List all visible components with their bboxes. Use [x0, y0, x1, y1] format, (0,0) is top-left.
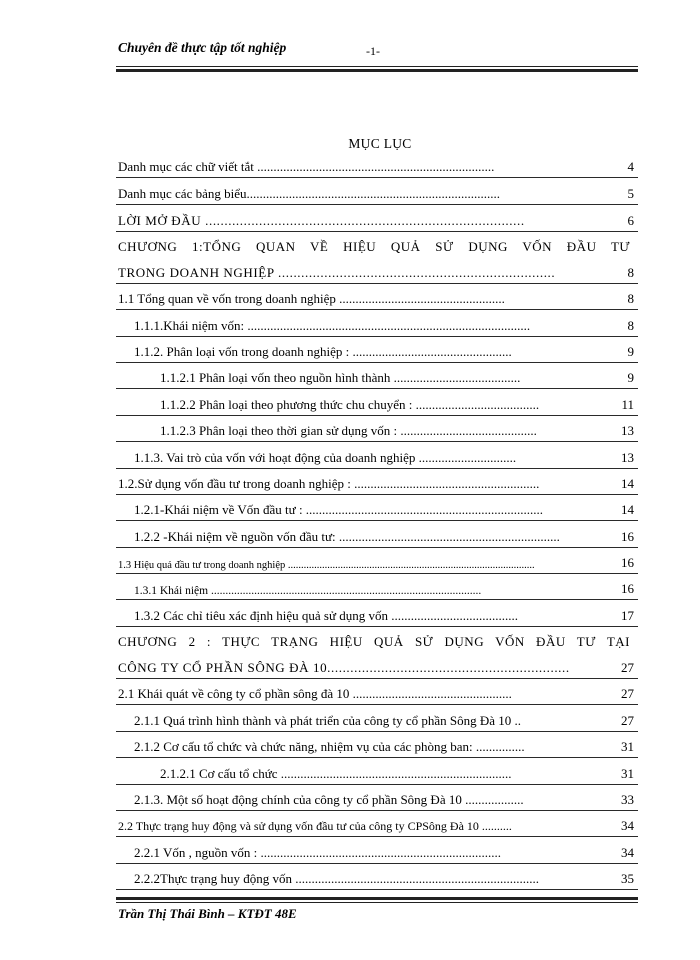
- toc-entry[interactable]: [116, 262, 638, 284]
- toc-entry[interactable]: [116, 420, 638, 442]
- toc-entry-text: 2.2.2Thực trạng huy động vốn ...........................................................................: [134, 871, 539, 886]
- toc-entry-text: CHƯƠNG 1:TỔNG QUAN VỀ HIỆU QUẢ SỬ DỤNG VỐN ĐẦU TƯ: [118, 239, 630, 254]
- toc-entry-page: 16: [621, 581, 634, 596]
- toc-entry-page: 35: [621, 871, 634, 886]
- toc-entry-text: 2.2.1 Vốn , nguồn vốn : ..........................................................................: [134, 845, 502, 860]
- toc-entry-text: 2.1 Khái quát về công ty cổ phần sông đà 10 .................................................: [118, 686, 512, 701]
- toc-entry[interactable]: [116, 868, 638, 890]
- toc-entry-text: 1.1.2. Phân loại vốn trong doanh nghiệp : .................................................: [134, 344, 512, 359]
- toc-entry[interactable]: [116, 657, 638, 679]
- toc-entry-page: 14: [621, 476, 634, 491]
- toc-entry-text: CÔNG TY CỔ PHẦN SÔNG ĐÀ 10...............................................................: [118, 660, 570, 675]
- footer-rule-thick: [116, 897, 638, 900]
- header-rule-thick: [116, 69, 638, 72]
- toc-entry-text: 1.1.1.Khái niệm vốn: .......................................................................................: [134, 318, 531, 333]
- toc-entry[interactable]: [116, 156, 638, 178]
- header-title: Chuyên đề thực tập tốt nghiệp: [118, 40, 287, 55]
- toc-entry-text: 1.1.3. Vai trò của vốn với hoạt động của doanh nghiệp ..............................: [134, 450, 517, 465]
- toc-entry-text: 2.1.1 Quá trình hình thành và phát triển của công ty cổ phần Sông Đà 10 ..: [134, 713, 522, 728]
- toc-entry[interactable]: [116, 605, 638, 627]
- toc-entry-text: 2.1.2.1 Cơ cấu tổ chức .......................................................................: [160, 766, 512, 781]
- toc-entry-text: CHƯƠNG 2 : THỰC TRẠNG HIỆU QUẢ SỬ DỤNG VỐN ĐẦU TƯ TẠI: [118, 634, 630, 649]
- header-page-number: -1-: [366, 44, 380, 58]
- toc-entry-text: 2.1.3. Một số hoạt động chính của công ty cổ phần Sông Đà 10 ..................: [134, 792, 524, 807]
- toc-entry[interactable]: [116, 631, 638, 652]
- footer-author: Trần Thị Thái Bình – KTĐT 48E: [118, 906, 297, 921]
- toc-entry-page: 5: [627, 186, 634, 201]
- toc-entry-page: 34: [621, 845, 634, 860]
- toc-entry-page: 11: [621, 397, 634, 412]
- toc-entry[interactable]: [116, 552, 638, 574]
- toc-entry-text: 1.2.1-Khái niệm về Vốn đầu tư : .........................................................................: [134, 502, 544, 517]
- footer-rule-thin: [116, 902, 638, 903]
- toc-entry-text: 1.3.2 Các chỉ tiêu xác định hiệu quả sử dụng vốn .......................................: [134, 608, 518, 623]
- toc-entry-text: 1.1.2.3 Phân loại theo thời gian sử dụng vốn : ..........................................: [160, 423, 537, 438]
- toc-title: MỤC LỤC: [348, 136, 412, 151]
- toc-entry[interactable]: [116, 526, 638, 548]
- toc-entry-text: 1.3 Hiệu quả đầu tư trong doanh nghiệp ..............................................................................................: [118, 560, 535, 571]
- toc-entry-page: 9: [627, 344, 634, 359]
- toc-entry-text: 1.1 Tổng quan về vốn trong doanh nghiệp ...................................................: [118, 291, 505, 306]
- toc-entry[interactable]: [116, 473, 638, 495]
- toc-entry[interactable]: [116, 710, 638, 732]
- toc-entry-page: 6: [627, 213, 634, 228]
- toc-entry[interactable]: [116, 210, 638, 232]
- toc-entry[interactable]: [116, 341, 638, 363]
- toc-entry-text: Danh mục các bảng biểu..............................................................................: [118, 186, 501, 201]
- toc-entry-page: 33: [621, 792, 634, 807]
- toc-entry-page: 9: [627, 370, 634, 385]
- toc-entry[interactable]: [116, 578, 638, 600]
- toc-entry[interactable]: [116, 736, 638, 758]
- toc-entry-page: 4: [627, 159, 634, 174]
- toc-entry[interactable]: [116, 763, 638, 785]
- toc-entry[interactable]: [116, 183, 638, 205]
- toc-entry[interactable]: [116, 447, 638, 469]
- toc-entry[interactable]: [116, 815, 638, 837]
- toc-entry-page: 27: [621, 660, 634, 675]
- toc-entry-page: 14: [621, 502, 634, 517]
- toc-entry-page: 31: [621, 739, 634, 754]
- toc-entry[interactable]: [116, 236, 638, 257]
- toc-entry-text: 2.2 Thực trạng huy động và sử dụng vốn đầu tư của công ty CPSông Đà 10 ..........: [118, 819, 512, 833]
- toc-entry-page: 27: [621, 686, 634, 701]
- toc-entry-page: 8: [627, 318, 634, 333]
- header-rule-thin: [116, 66, 638, 67]
- toc-entry[interactable]: [116, 789, 638, 811]
- toc-entry-page: 13: [621, 450, 634, 465]
- toc-entry-page: 13: [621, 423, 634, 438]
- toc-entry[interactable]: [116, 394, 638, 416]
- toc-entry[interactable]: [116, 842, 638, 864]
- toc-entry[interactable]: [116, 288, 638, 310]
- toc-entry[interactable]: [116, 315, 638, 337]
- toc-entry-text: 1.1.2.1 Phân loại vốn theo nguồn hình thành .......................................: [160, 370, 521, 385]
- toc-entry-text: 1.3.1 Khái niệm ..............................................................................................: [134, 585, 482, 597]
- toc-entry-text: TRONG DOANH NGHIỆP ........................................................................: [118, 265, 556, 280]
- toc-entry-text: 1.1.2.2 Phân loại theo phương thức chu chuyển : ......................................: [160, 397, 540, 412]
- toc-entry-text: 2.1.2 Cơ cấu tổ chức và chức năng, nhiệm vụ của các phòng ban: ...............: [134, 739, 525, 754]
- toc-entry-page: 8: [627, 265, 634, 280]
- toc-entry-page: 17: [621, 608, 634, 623]
- toc-entry-page: 31: [621, 766, 634, 781]
- toc-entry-text: Danh mục các chữ viết tắt .........................................................................: [118, 159, 495, 174]
- toc-entry-page: 8: [627, 291, 634, 306]
- toc-entry-page: 34: [621, 818, 634, 833]
- toc-entry-page: 27: [621, 713, 634, 728]
- page-header: [118, 38, 638, 64]
- toc-entry-text: LỜI MỞ ĐẦU ...................................................................................: [118, 213, 525, 228]
- toc-entry-text: 1.2.Sử dụng vốn đầu tư trong doanh nghiệp : .........................................................: [118, 476, 540, 491]
- toc-entry[interactable]: [116, 367, 638, 389]
- toc-entry-page: 16: [621, 555, 634, 570]
- toc-entry[interactable]: [116, 499, 638, 521]
- toc-entry[interactable]: [116, 683, 638, 705]
- toc-entry-page: 16: [621, 529, 634, 544]
- toc-entry-text: 1.2.2 -Khái niệm về nguồn vốn đầu tư: ....................................................................: [134, 529, 560, 544]
